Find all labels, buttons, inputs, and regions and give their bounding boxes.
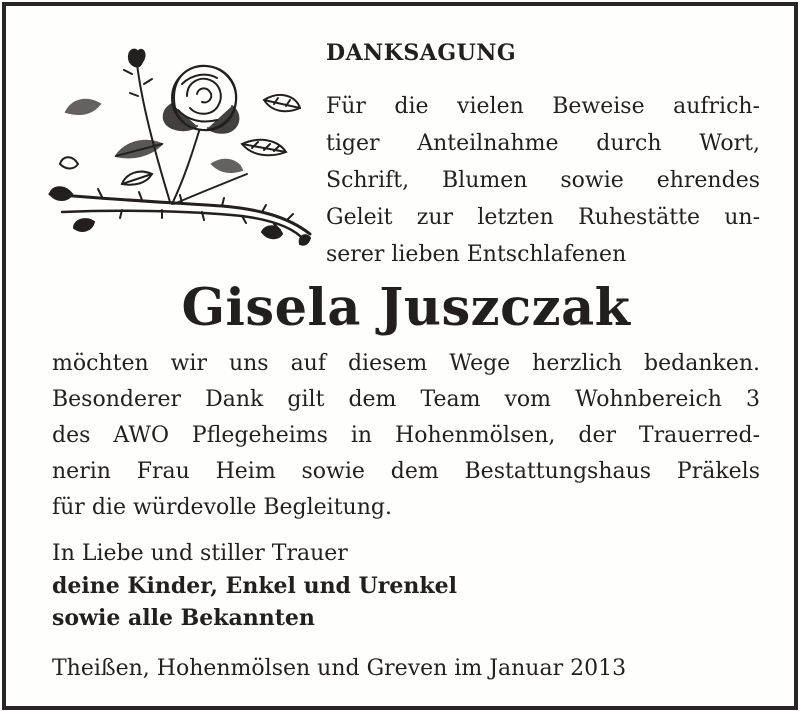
obituary-notice [2, 2, 798, 710]
body-line: nerin Frau Heim sowie dem Bestattungshaus Präkels [52, 459, 760, 484]
body-line: Besonderer Dank gilt dem Team vom Wohnbereich 3 [52, 387, 760, 412]
closing-phrase: In Liebe und stiller Trauer [52, 541, 348, 566]
notice-heading: DANKSAGUNG [326, 40, 517, 66]
body-line: für die würdevolle Begleitung. [52, 495, 392, 520]
body-line: des AWO Pflegeheims in Hohenmölsen, der Trauerred- [52, 423, 760, 448]
signature-block [52, 538, 457, 634]
thanks-paragraph [52, 346, 760, 526]
intro-line: tiger Anteilnahme durch Wort, [326, 131, 760, 156]
body-line: möchten wir uns auf diesem Wege herzlich bedanken. [52, 351, 760, 376]
intro-line: Für die vielen Beweise aufrich- [326, 94, 760, 119]
intro-line: Geleit zur letzten Ruhestätte un- [326, 205, 760, 230]
signatory-acquaintances: sowie alle Bekannten [52, 605, 315, 631]
intro-paragraph [326, 88, 760, 273]
signatory-family: deine Kinder, Enkel und Urenkel [52, 573, 457, 599]
place-and-date: Theißen, Hohenmölsen und Greven im Januar 2013 [52, 656, 627, 681]
intro-line: Schrift, Blumen sowie ehrendes [326, 168, 760, 193]
deceased-name: Gisela Juszczak [181, 278, 631, 338]
intro-line: serer lieben Entschlafenen [326, 242, 627, 267]
rose-illustration [42, 44, 314, 254]
